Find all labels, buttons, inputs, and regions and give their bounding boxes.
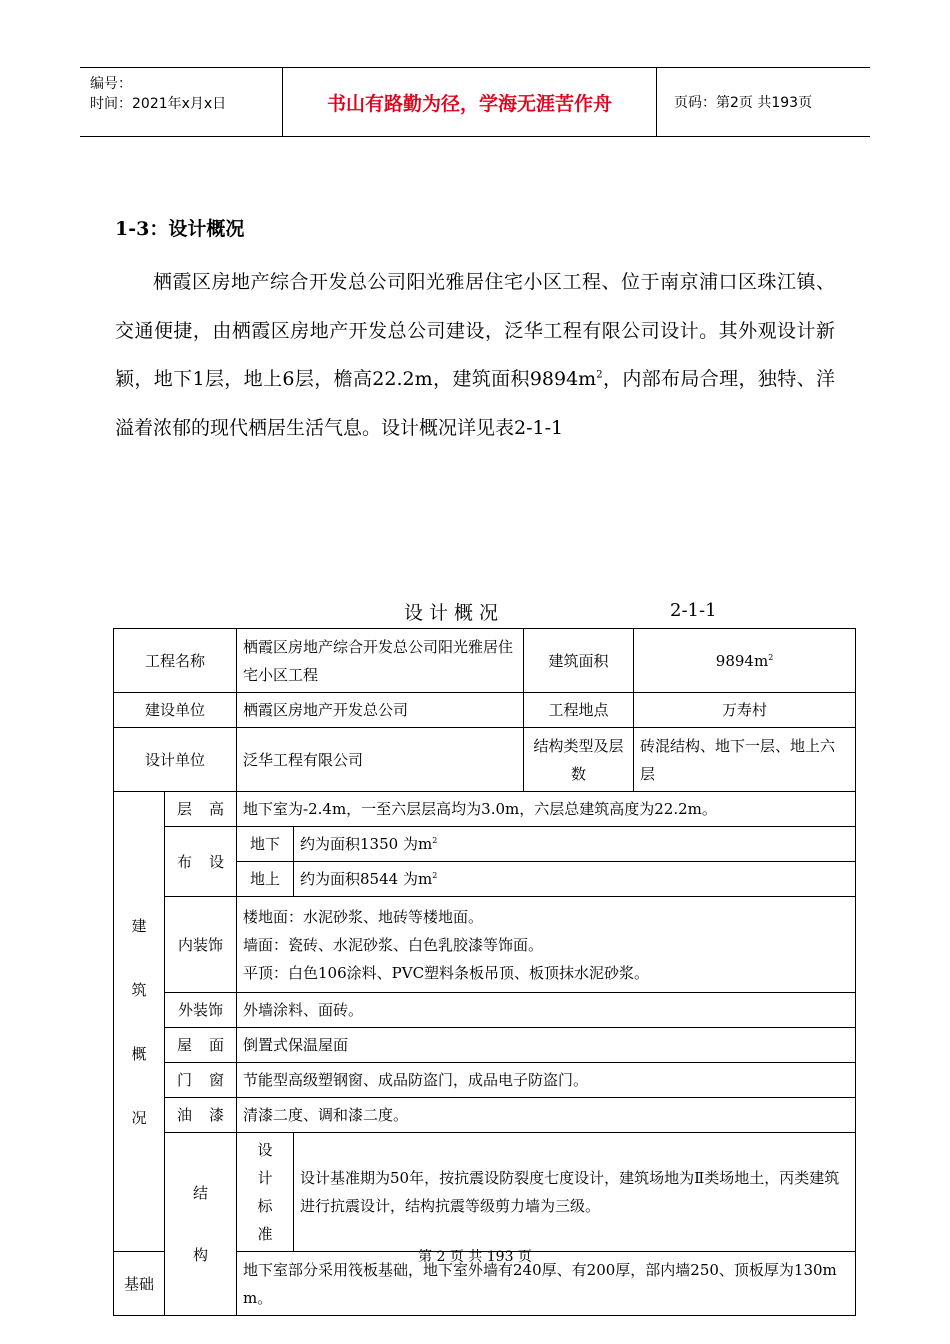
para-sup: 2 bbox=[596, 369, 603, 381]
arch-char: 建 bbox=[131, 916, 147, 935]
interior-line: 墙面：瓷砖、水泥砂浆、白色乳胶漆等饰面。 bbox=[243, 935, 544, 954]
table-row bbox=[114, 897, 856, 993]
builder-value: 栖霞区房地产开发总公司 bbox=[237, 693, 524, 728]
table-row bbox=[114, 1133, 856, 1252]
roof-value: 倒置式保温屋面 bbox=[237, 1028, 856, 1063]
structure-label: 结构类型及层数 bbox=[524, 728, 634, 792]
interior-label: 内装饰 bbox=[165, 897, 237, 993]
underground-text: 约为面积1350 为m bbox=[300, 835, 433, 853]
doors-label: 门 窗 bbox=[165, 1063, 237, 1098]
struct-char: 构 bbox=[193, 1246, 209, 1264]
header-meta bbox=[80, 68, 283, 136]
table-number: 2-1-1 bbox=[670, 600, 717, 621]
table-row bbox=[114, 629, 856, 693]
table-title: 设计概况 bbox=[404, 602, 505, 624]
struct-group-label bbox=[165, 1133, 237, 1316]
interior-line: 平顶：白色106涂料、PVC塑料条板吊顶、板顶抹水泥砂浆。 bbox=[243, 963, 650, 982]
roof-label: 屋 面 bbox=[165, 1028, 237, 1063]
paint-label: 油 漆 bbox=[165, 1098, 237, 1133]
table-row bbox=[114, 1063, 856, 1098]
unit-sup: 2 bbox=[432, 871, 438, 880]
table-row bbox=[114, 792, 856, 827]
exterior-label: 外装饰 bbox=[165, 993, 237, 1028]
builder-label: 建设单位 bbox=[114, 693, 237, 728]
project-name-value: 栖霞区房地产综合开发总公司阳光雅居住宅小区工程 bbox=[237, 629, 524, 693]
arch-group-label bbox=[114, 792, 165, 1252]
designer-value: 泛华工程有限公司 bbox=[237, 728, 524, 792]
underground-value bbox=[294, 827, 856, 862]
section-body bbox=[115, 258, 835, 452]
designer-label: 设计单位 bbox=[114, 728, 237, 792]
aboveground-label: 地上 bbox=[237, 862, 294, 897]
location-label: 工程地点 bbox=[524, 693, 634, 728]
area-value bbox=[634, 629, 856, 693]
arch-char: 筑 bbox=[131, 980, 147, 999]
section-title: 1-3：设计概况 bbox=[115, 218, 245, 240]
header-page-info bbox=[666, 68, 870, 136]
header-motto: 书山有路勤为径，学海无涯苦作舟 bbox=[283, 68, 657, 136]
paint-value: 清漆二度、调和漆二度。 bbox=[237, 1098, 856, 1133]
para-main: 栖霞区房地产综合开发总公司阳光雅居住宅小区工程、位于南京浦口区珠江镇、交通便捷，由栖霞区房地产开发总公司建设，泛华工程有限公司设计。其外观设计新颖，地下1层，地上6层，檐高22.2m，建筑面积9894m bbox=[115, 271, 835, 390]
design-std-value: 设计基准期为50年，按抗震设防裂度七度设计，建筑场地为Ⅱ类场地土，丙类建筑进行抗震设计，结构抗震等级剪力墙为三级。 bbox=[294, 1133, 856, 1252]
interior-value bbox=[237, 897, 856, 993]
table-row bbox=[114, 693, 856, 728]
area-label: 建筑面积 bbox=[524, 629, 634, 693]
arch-char: 概 bbox=[131, 1044, 147, 1063]
area-sup: 2 bbox=[768, 652, 774, 662]
table-row bbox=[114, 728, 856, 792]
page-footer: 第 2 页 共 193 页 bbox=[418, 1249, 532, 1265]
time-label: 时间：2021年x月x日 bbox=[90, 96, 227, 112]
floor-height-label: 层 高 bbox=[165, 792, 237, 827]
aboveground-value bbox=[294, 862, 856, 897]
table-row bbox=[114, 827, 856, 862]
intro-paragraph bbox=[115, 258, 835, 452]
table-row bbox=[114, 1098, 856, 1133]
foundation-value: 地下室部分采用筏板基础，地下室外墙有240厚、有200厚，部内墙250、顶板厚为130mm。 bbox=[237, 1252, 856, 1316]
struct-char: 结 bbox=[193, 1184, 209, 1202]
underground-label: 地下 bbox=[237, 827, 294, 862]
para-tail: ，内部布局合理，独特、洋溢着浓郁的现代栖居生活气息。设计概况详见表2-1-1 bbox=[115, 368, 835, 439]
structure-value: 砖混结构、地下一层、地上六层 bbox=[634, 728, 856, 792]
page-header bbox=[80, 67, 870, 137]
table-row bbox=[114, 1028, 856, 1063]
aboveground-text: 约为面积8544 为m bbox=[300, 870, 433, 888]
floor-height-value: 地下室为-2.4m，一至六层层高均为3.0m，六层总建筑高度为22.2m。 bbox=[237, 792, 856, 827]
area-number: 9894m bbox=[715, 651, 769, 670]
project-name-label: 工程名称 bbox=[114, 629, 237, 693]
doors-value: 节能型高级塑钢窗、成品防盗门，成品电子防盗门。 bbox=[237, 1063, 856, 1098]
arch-char: 况 bbox=[131, 1108, 147, 1127]
table-row bbox=[114, 993, 856, 1028]
design-overview-table bbox=[113, 628, 856, 1316]
design-std-label: 设计标准 bbox=[237, 1133, 294, 1252]
unit-sup: 2 bbox=[432, 836, 438, 845]
exterior-value: 外墙涂料、面砖。 bbox=[237, 993, 856, 1028]
number-label: 编号： bbox=[90, 76, 132, 92]
interior-line: 楼地面：水泥砂浆、地砖等楼地面。 bbox=[243, 907, 484, 926]
layout-label: 布 设 bbox=[165, 827, 237, 897]
page-info-text: 页码：第2页 共193页 bbox=[674, 95, 813, 111]
location-value: 万寿村 bbox=[634, 693, 856, 728]
foundation-label: 基础 bbox=[114, 1252, 165, 1316]
